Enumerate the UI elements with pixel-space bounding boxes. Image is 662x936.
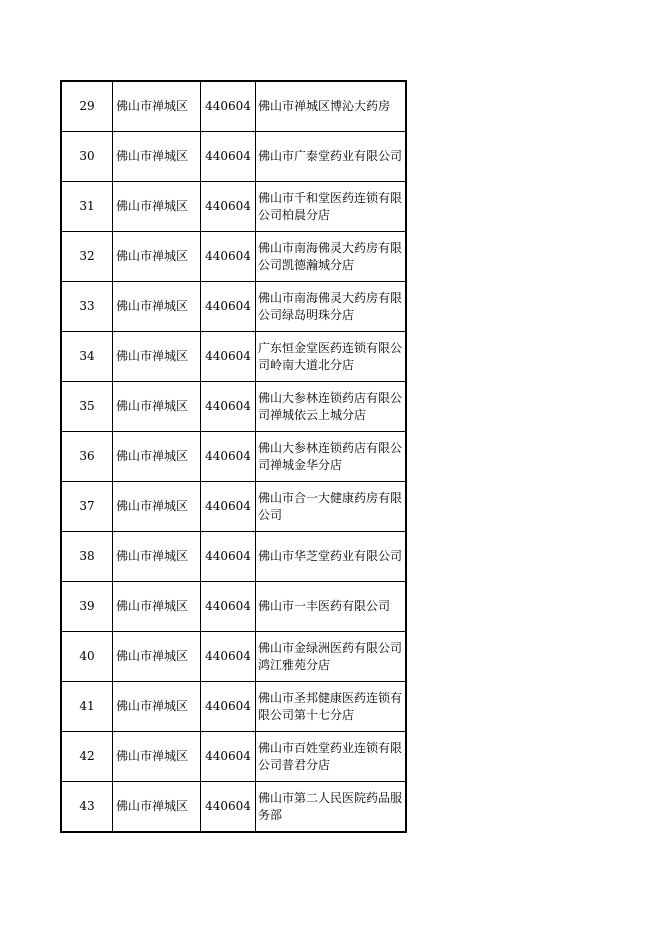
district-cell: 佛山市禅城区 <box>113 482 201 532</box>
row-number-cell: 43 <box>61 782 113 833</box>
pharmacy-name-cell: 佛山市千和堂医药连锁有限公司柏晨分店 <box>256 182 407 232</box>
pharmacy-name-cell: 佛山市合一大健康药房有限公司 <box>256 482 407 532</box>
table-row <box>61 232 406 282</box>
pharmacy-name-cell: 佛山市南海佛灵大药房有限公司绿岛明珠分店 <box>256 282 407 332</box>
pharmacy-name-cell: 佛山市华芝堂药业有限公司 <box>256 532 407 582</box>
row-number-cell: 41 <box>61 682 113 732</box>
row-number-cell: 37 <box>61 482 113 532</box>
pharmacy-name-cell: 佛山市百姓堂药业连锁有限公司普君分店 <box>256 732 407 782</box>
district-cell: 佛山市禅城区 <box>113 782 201 833</box>
row-number-cell: 38 <box>61 532 113 582</box>
area-code-cell: 440604 <box>201 582 256 632</box>
district-cell: 佛山市禅城区 <box>113 582 201 632</box>
pharmacy-name-cell: 佛山市广泰堂药业有限公司 <box>256 132 407 182</box>
area-code-cell: 440604 <box>201 182 256 232</box>
row-number-cell: 34 <box>61 332 113 382</box>
district-cell: 佛山市禅城区 <box>113 232 201 282</box>
row-number-cell: 42 <box>61 732 113 782</box>
pharmacy-name-cell: 佛山市南海佛灵大药房有限公司凯德瀚城分店 <box>256 232 407 282</box>
area-code-cell: 440604 <box>201 732 256 782</box>
pharmacy-name-cell: 佛山大参林连锁药店有限公司禅城金华分店 <box>256 432 407 482</box>
table-row <box>61 282 406 332</box>
table-row <box>61 482 406 532</box>
row-number-cell: 39 <box>61 582 113 632</box>
area-code-cell: 440604 <box>201 432 256 482</box>
table-row <box>61 582 406 632</box>
area-code-cell: 440604 <box>201 682 256 732</box>
table-row <box>61 182 406 232</box>
pharmacy-name-cell: 佛山市金绿洲医药有限公司鸿江雅苑分店 <box>256 632 407 682</box>
table-row <box>61 382 406 432</box>
row-number-cell: 30 <box>61 132 113 182</box>
row-number-cell: 40 <box>61 632 113 682</box>
district-cell: 佛山市禅城区 <box>113 532 201 582</box>
pharmacy-name-cell: 佛山市一丰医药有限公司 <box>256 582 407 632</box>
table-row <box>61 682 406 732</box>
pharmacy-name-cell: 佛山市禅城区博沁大药房 <box>256 81 407 132</box>
row-number-cell: 36 <box>61 432 113 482</box>
table-row <box>61 782 406 833</box>
table-row <box>61 632 406 682</box>
pharmacy-name-cell: 佛山市圣邦健康医药连锁有限公司第十七分店 <box>256 682 407 732</box>
table-row <box>61 732 406 782</box>
pharmacy-name-cell: 广东恒金堂医药连锁有限公司岭南大道北分店 <box>256 332 407 382</box>
pharmacy-name-cell: 佛山市第二人民医院药品服务部 <box>256 782 407 833</box>
district-cell: 佛山市禅城区 <box>113 432 201 482</box>
district-cell: 佛山市禅城区 <box>113 682 201 732</box>
row-number-cell: 29 <box>61 81 113 132</box>
district-cell: 佛山市禅城区 <box>113 81 201 132</box>
district-cell: 佛山市禅城区 <box>113 632 201 682</box>
district-cell: 佛山市禅城区 <box>113 732 201 782</box>
district-cell: 佛山市禅城区 <box>113 332 201 382</box>
area-code-cell: 440604 <box>201 132 256 182</box>
area-code-cell: 440604 <box>201 782 256 833</box>
table-row <box>61 532 406 582</box>
district-cell: 佛山市禅城区 <box>113 132 201 182</box>
area-code-cell: 440604 <box>201 282 256 332</box>
area-code-cell: 440604 <box>201 232 256 282</box>
row-number-cell: 33 <box>61 282 113 332</box>
row-number-cell: 32 <box>61 232 113 282</box>
table-row <box>61 432 406 482</box>
table-row <box>61 332 406 382</box>
district-cell: 佛山市禅城区 <box>113 182 201 232</box>
table-body <box>61 81 406 832</box>
area-code-cell: 440604 <box>201 532 256 582</box>
district-cell: 佛山市禅城区 <box>113 382 201 432</box>
area-code-cell: 440604 <box>201 382 256 432</box>
row-number-cell: 35 <box>61 382 113 432</box>
row-number-cell: 31 <box>61 182 113 232</box>
area-code-cell: 440604 <box>201 632 256 682</box>
table-row <box>61 81 406 132</box>
table-row <box>61 132 406 182</box>
area-code-cell: 440604 <box>201 482 256 532</box>
pharmacy-name-cell: 佛山大参林连锁药店有限公司禅城依云上城分店 <box>256 382 407 432</box>
area-code-cell: 440604 <box>201 81 256 132</box>
area-code-cell: 440604 <box>201 332 256 382</box>
pharmacy-table <box>60 80 407 833</box>
district-cell: 佛山市禅城区 <box>113 282 201 332</box>
